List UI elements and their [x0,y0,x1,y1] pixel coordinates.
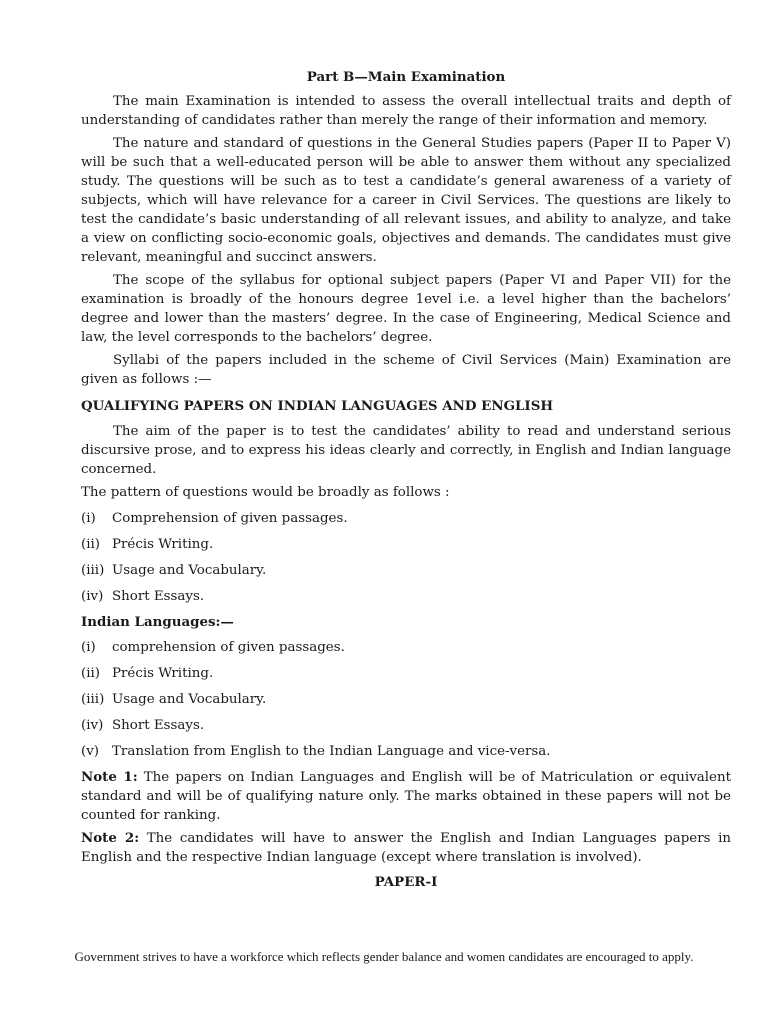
list-number: (iv) [81,589,104,604]
note-text: The papers on Indian Languages and English will be of Matriculation or equivalent standard and will be of qualifying nature only. The marks obtained in these papers will not be counted for ranking. [81,770,731,823]
list-number: (i) [81,640,96,655]
list-text: Short Essays. [112,589,205,604]
list-text: Usage and Vocabulary. [112,692,267,707]
list-number: (iv) [81,718,104,733]
paragraph-scope: The scope of the syllabus for optional subject papers (Paper VI and Paper VII) for the examination is broadly of the honours degree 1evel i.e. a level higher than the bachelors’ degree and lower than the masters’ degree. In the case of Engineering, Medical Science and law, the level corresponds to the bachelors’ degree. [81,273,731,345]
indian-languages-heading: Indian Languages:— [81,614,234,630]
list-text: comprehension of given passages. [112,640,345,655]
paragraph-intro: The main Examination is intended to assess the overall intellectual traits and depth of understanding of candidates rather than merely the range of their information and memory. [81,94,731,128]
pattern-list [81,509,731,606]
pattern-intro: The pattern of questions would be broadly as follows : [81,485,450,500]
paragraph-nature: The nature and standard of questions in the General Studies papers (Paper II to Paper V) will be such that a well-educated person will be able to answer them without any specialized study. The questions will be such as to test a candidate’s general awareness of a variety of subjects, which will have relevance for a career in Civil Services. The questions are likely to test the candidate’s basic understanding of all relevant issues, and ability to analyze, and take a view on conflicting socio-economic goals, objectives and demands. The candidates must give relevant, meaningful and succinct answers. [81,136,731,265]
list-number: (ii) [81,666,101,681]
note-1 [81,768,731,825]
list-item [81,716,731,735]
qualifying-heading: QUALIFYING PAPERS ON INDIAN LANGUAGES AND ENGLISH [81,398,554,414]
list-item [81,561,731,580]
note-text: The candidates will have to answer the English and Indian Languages papers in English and the respective Indian language (except where translation is involved). [81,831,731,865]
paragraph-aim: The aim of the paper is to test the candidates’ ability to read and understand serious discursive prose, and to express his ideas clearly and correctly, in English and Indian language concerned. [81,424,731,477]
list-number: (iii) [81,692,105,707]
section-title: Part B—Main Examination [306,69,506,85]
main-content [81,68,731,892]
list-number: (ii) [81,537,101,552]
list-item [81,509,731,528]
list-item [81,638,731,657]
list-item [81,690,731,709]
paragraph-syllabi: Syllabi of the papers included in the scheme of Civil Services (Main) Examination are given as follows :— [81,353,731,387]
note-label: Note 1: [81,769,138,785]
list-text: Short Essays. [112,718,205,733]
list-text: Usage and Vocabulary. [112,563,267,578]
list-text: Translation from English to the Indian Language and vice-versa. [112,744,551,759]
note-2 [81,829,731,867]
list-number: (v) [81,744,100,759]
paper-heading: PAPER-I [374,874,438,890]
list-number: (iii) [81,563,105,578]
list-text: Précis Writing. [112,666,214,681]
footer-note: Government strives to have a workforce which reflects gender balance and women candidates are encouraged to apply. [74,949,694,964]
list-item [81,535,731,554]
list-text: Précis Writing. [112,537,214,552]
list-number: (i) [81,511,96,526]
indian-languages-list [81,638,731,761]
list-item [81,587,731,606]
list-item [81,664,731,683]
list-item [81,742,731,761]
note-label: Note 2: [81,830,140,846]
list-text: Comprehension of given passages. [112,511,348,526]
